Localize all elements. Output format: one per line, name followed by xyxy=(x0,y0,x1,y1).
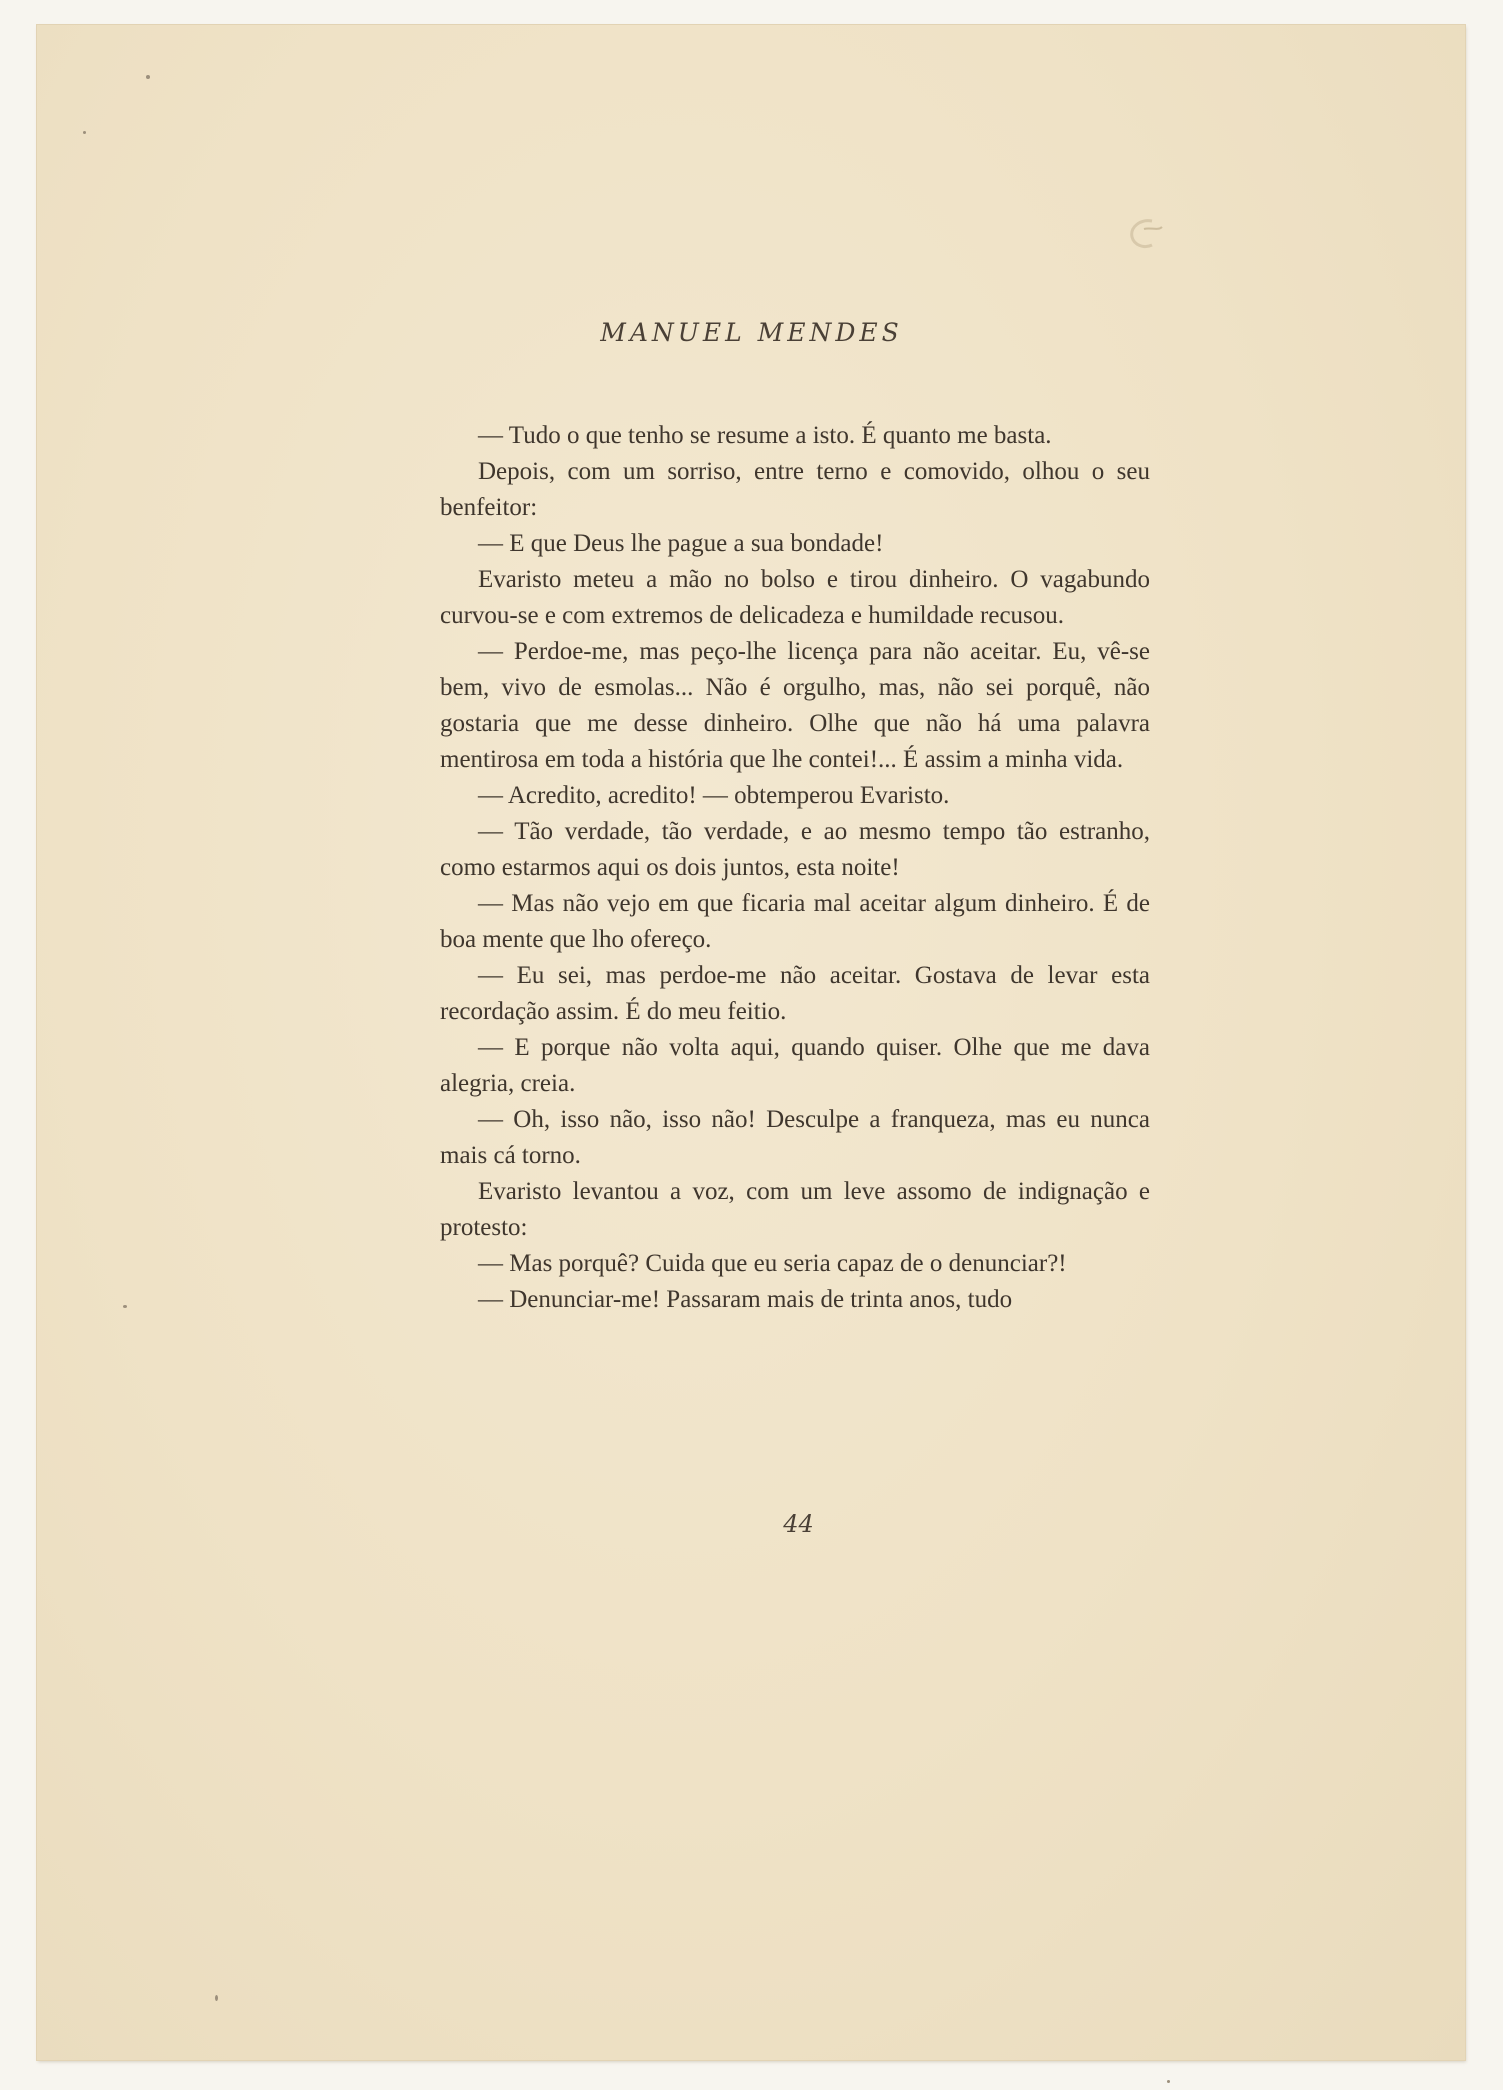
paragraph: — Mas não vejo em que ficaria mal aceitar algum dinheiro. É de boa mente que lho ofereço. xyxy=(440,890,1150,953)
paragraph: — E porque não volta aqui, quando quiser. Olhe que me dava alegria, creia. xyxy=(440,1034,1150,1097)
paragraph: — Mas porquê? Cuida que eu seria capaz de o denunciar?! xyxy=(478,1250,1067,1277)
paragraph: — Denunciar-me! Passaram mais de trinta anos, tudo xyxy=(478,1286,1013,1313)
paper-speck xyxy=(123,1305,127,1308)
paragraph: — Acredito, acredito! — obtemperou Evaristo. xyxy=(478,782,950,809)
paragraph: — Tudo o que tenho se resume a isto. É quanto me basta. xyxy=(478,422,1052,449)
paragraph: — Oh, isso não, isso não! Desculpe a franqueza, mas eu nunca mais cá torno. xyxy=(440,1106,1150,1169)
paper-speck xyxy=(215,1995,218,2001)
paper-speck xyxy=(146,75,150,79)
paragraph: — Tão verdade, tão verdade, e ao mesmo tempo tão estranho, como estarmos aqui os dois juntos, esta noite! xyxy=(440,818,1150,881)
paper-speck xyxy=(83,131,86,134)
paragraph: — Perdoe-me, mas peço-lhe licença para não aceitar. Eu, vê-se bem, vivo de esmolas... Não é orgulho, mas, não sei porquê, não gostaria que me desse dinheiro. Olhe que não há uma palavra mentirosa em toda a história que lhe contei!... É assim a minha vida. xyxy=(440,638,1150,773)
page-number: 44 xyxy=(783,1510,814,1538)
running-head-title: MANUEL MENDES xyxy=(600,318,903,347)
paper-crease-mark xyxy=(1122,215,1168,259)
paragraph: — E que Deus lhe pague a sua bondade! xyxy=(478,530,884,557)
paragraph: Evaristo meteu a mão no bolso e tirou dinheiro. O vagabundo curvou-se e com extremos de delicadeza e humildade recusou. xyxy=(440,566,1150,629)
paragraph: Evaristo levantou a voz, com um leve assomo de indignação e protesto: xyxy=(440,1178,1150,1241)
body-text xyxy=(440,418,1150,1318)
paragraph: Depois, com um sorriso, entre terno e comovido, olhou o seu benfeitor: xyxy=(440,458,1150,521)
paragraph: — Eu sei, mas perdoe-me não aceitar. Gostava de levar esta recordação assim. É do meu feitio. xyxy=(440,962,1150,1025)
paper-speck xyxy=(1167,2080,1170,2083)
